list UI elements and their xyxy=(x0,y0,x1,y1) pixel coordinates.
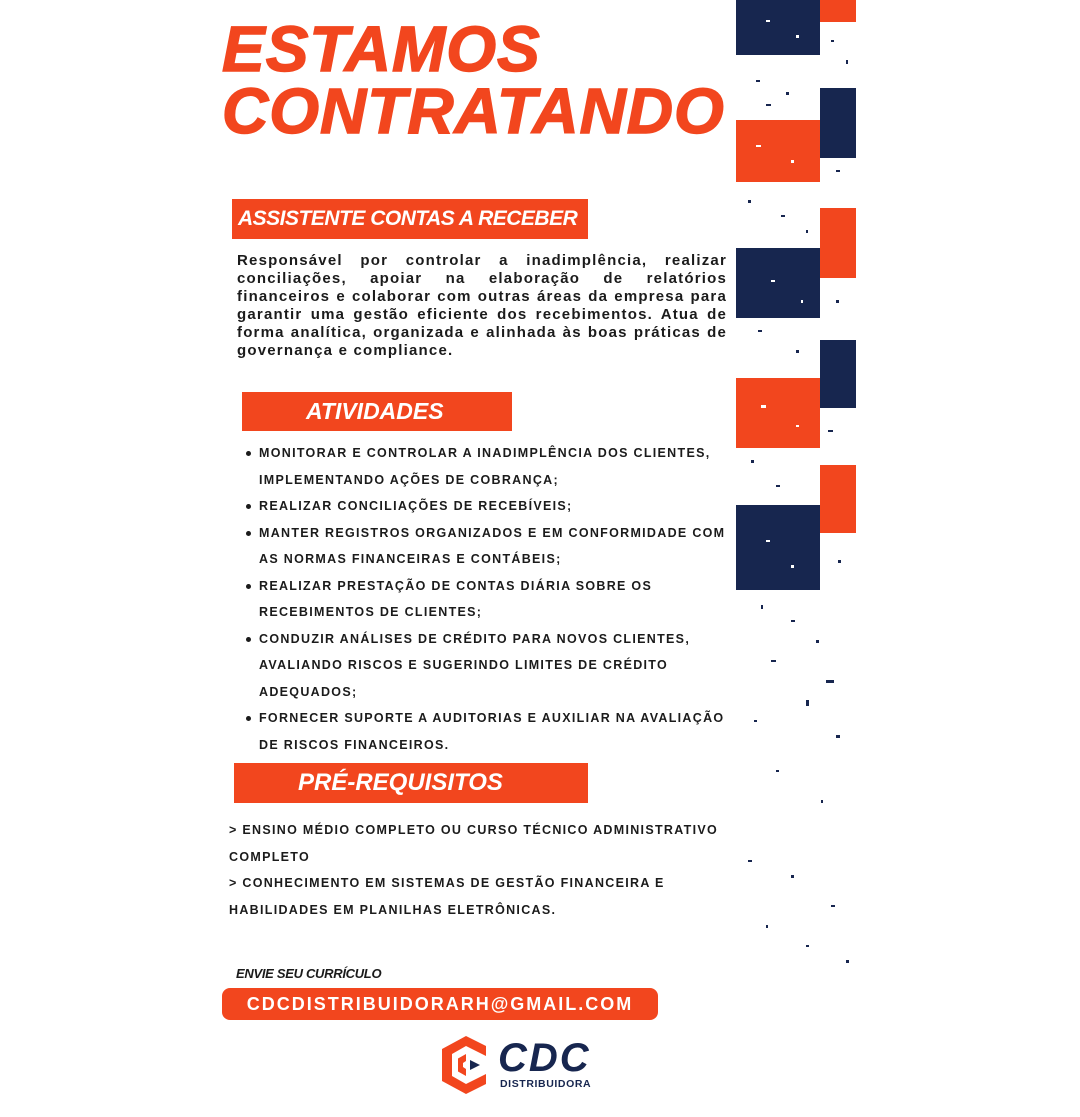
company-logo xyxy=(440,1036,610,1096)
headline-line-1: ESTAMOS xyxy=(222,13,541,85)
activity-item: REALIZAR CONCILIAÇÕES DE RECEBÍVEIS; xyxy=(245,493,735,520)
prerequisites-heading: PRÉ-REQUISITOS xyxy=(298,769,503,796)
logo-subtitle: DISTRIBUIDORA xyxy=(500,1078,592,1090)
prerequisite-item: > ENSINO MÉDIO COMPLETO OU CURSO TÉCNICO ADMINISTRATIVO COMPLETO xyxy=(229,823,718,864)
activity-item: MANTER REGISTROS ORGANIZADOS E EM CONFORMIDADE COM AS NORMAS FINANCEIRAS E CONTÁBEIS; xyxy=(245,520,735,573)
cdc-logo-icon xyxy=(440,1036,492,1094)
flag-square xyxy=(736,120,820,182)
activity-item: REALIZAR PRESTAÇÃO DE CONTAS DIÁRIA SOBRE OS RECEBIMENTOS DE CLIENTES; xyxy=(245,573,735,626)
flag-square xyxy=(820,208,856,278)
send-cv-label: ENVIE SEU CURRÍCULO xyxy=(236,966,382,981)
prerequisites-list xyxy=(229,817,729,923)
flag-square xyxy=(820,88,856,158)
prerequisites-heading-band xyxy=(234,763,588,803)
flag-square xyxy=(820,0,856,22)
flag-square xyxy=(736,378,820,448)
prerequisite-item: > CONHECIMENTO EM SISTEMAS DE GESTÃO FINANCEIRA E HABILIDADES EM PLANILHAS ELETRÔNICAS. xyxy=(229,876,665,917)
activity-item: CONDUZIR ANÁLISES DE CRÉDITO PARA NOVOS CLIENTES, AVALIANDO RISCOS E SUGERINDO LIMITES DE CRÉDITO ADEQUADOS; xyxy=(245,626,735,706)
flag-square xyxy=(736,0,820,55)
activities-heading: ATIVIDADES xyxy=(306,398,444,424)
job-description: Responsável por controlar a inadimplência, realizar conciliações, apoiar na elaboração de relatórios financeiros e colaborar com outras áreas da empresa para garantir uma gestão eficiente dos recebimentos. Atua de forma analítica, organizada e alinhada às boas práticas de governança e compliance. xyxy=(237,252,727,359)
flag-square xyxy=(736,505,820,590)
activity-item: FORNECER SUPORTE A AUDITORIAS E AUXILIAR NA AVALIAÇÃO DE RISCOS FINANCEIROS. xyxy=(245,705,735,758)
checkered-flag-decoration xyxy=(736,0,860,1117)
job-title: ASSISTENTE CONTAS A RECEBER xyxy=(238,207,578,230)
job-title-band xyxy=(232,199,588,239)
activities-heading-band xyxy=(242,392,512,431)
headline-line-2: CONTRATANDO xyxy=(222,75,725,147)
logo-name: CDC xyxy=(498,1036,591,1080)
activity-item: MONITORAR E CONTROLAR A INADIMPLÊNCIA DOS CLIENTES, IMPLEMENTANDO AÇÕES DE COBRANÇA; xyxy=(245,440,735,493)
flag-square xyxy=(820,465,856,533)
flag-square xyxy=(820,340,856,408)
activities-list xyxy=(245,440,735,758)
contact-email[interactable] xyxy=(222,988,658,1020)
contact-email-text[interactable]: CDCDISTRIBUIDORARH@GMAIL.COM xyxy=(246,993,634,1014)
flag-square xyxy=(736,248,820,318)
headline xyxy=(222,13,725,147)
